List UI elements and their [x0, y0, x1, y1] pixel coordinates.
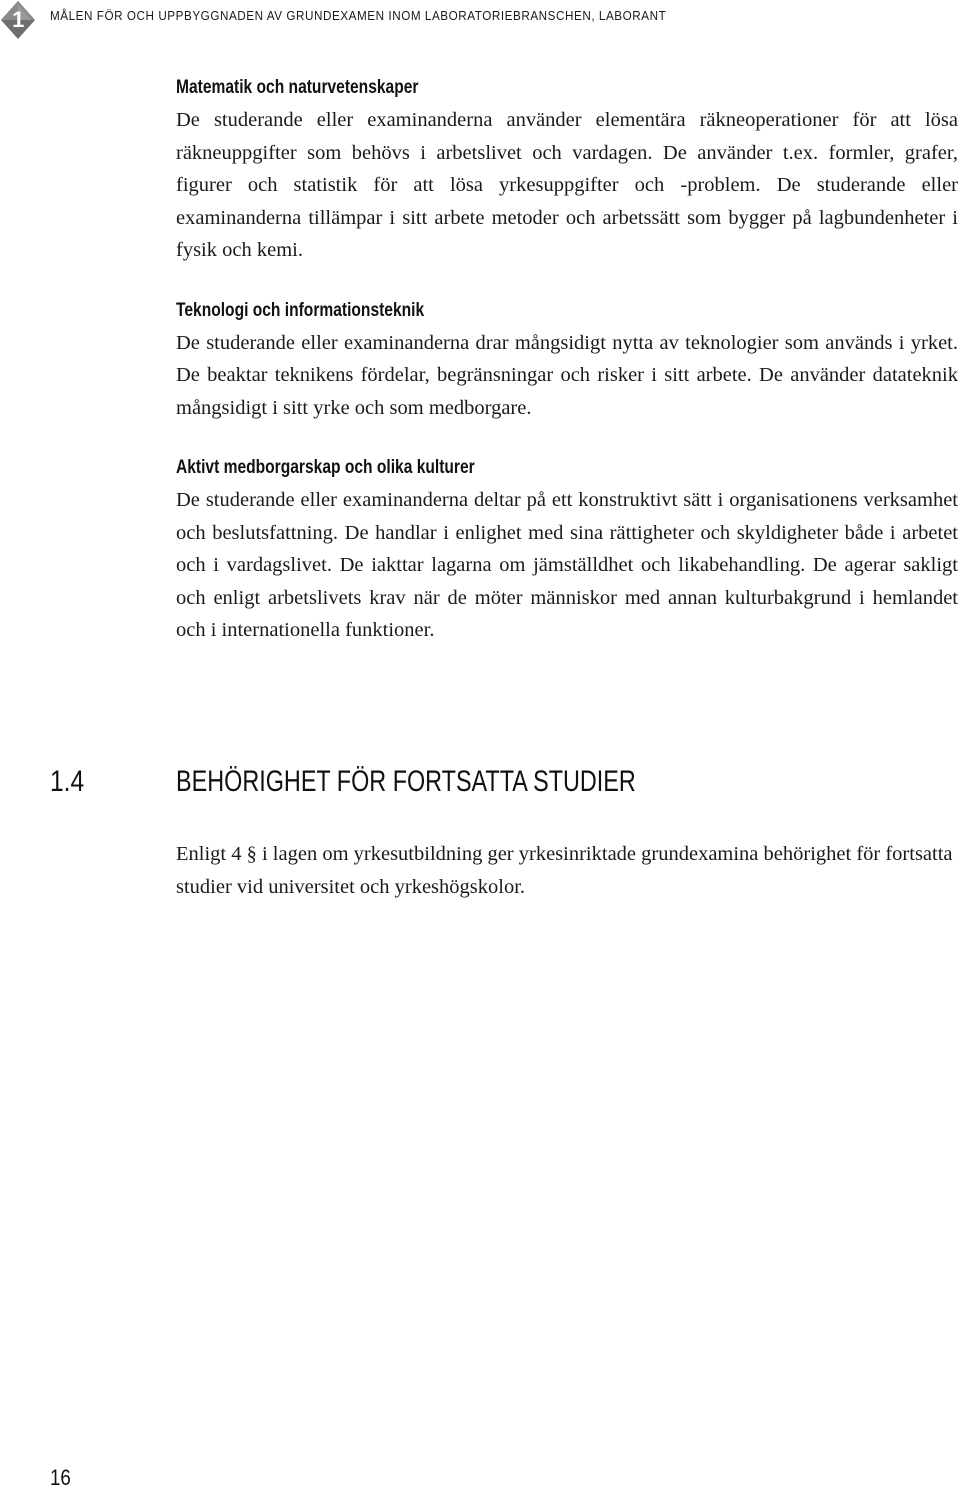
chapter-body: Enligt 4 § i lagen om yrkesutbildning ger yrkesinriktade grundexamina behörighet för fortsatta studier vid universitet och yrkeshögskolor.: [176, 843, 953, 898]
chapter-badge-number: 1: [12, 7, 24, 32]
section-body: De studerande eller examinanderna deltar på ett konstruktivt sätt i organisationens verksamhet och beslutsfattning. De handlar i enlighet med sina rättigheter och skyldigheter både i arbetet och i vardagslivet. De iakttar lagarna om jämställdhet och likabehandling. De agerar sakligt och enligt arbetslivets krav när de möter människor med annan kulturbakgrund i hemlandet och i internationella funktioner.: [176, 489, 958, 641]
chapter-badge: [0, 0, 36, 40]
chapter-number: 1.4: [50, 765, 85, 798]
section-title: Matematik och naturvetenskaper: [176, 77, 419, 98]
running-header: MÅLEN FÖR OCH UPPBYGGNADEN AV GRUNDEXAMEN INOM LABORATORIEBRANSCHEN, LABORANT: [50, 8, 667, 23]
section-technology: [176, 295, 958, 425]
main-content: [176, 72, 958, 647]
section-title: Aktivt medborgarskap och olika kulturer: [176, 457, 475, 478]
section-mathematics: [176, 72, 958, 267]
section-title: Teknologi och informationsteknik: [176, 299, 425, 321]
chapter-title: BEHÖRIGHET FÖR FORTSATTA STUDIER: [176, 765, 636, 798]
section-body: De studerande eller examinanderna drar mångsidigt nytta av teknologier som används i yrket. De beaktar teknikens fördelar, begränsningar och risker i sitt arbete. De använder datateknik mångsidigt i sitt yrke och som medborgare.: [176, 331, 958, 419]
chapter-heading: [50, 760, 950, 804]
section-body: De studerande eller examinanderna använder elementära räkneoperationer för att lösa räkneuppgifter som behövs i arbetslivet och vardagen. De använder t.ex. formler, grafer, figurer och statistik för att lösa yrkesuppgifter och -problem. De studerande eller examinanderna tillämpar i sitt arbete metoder och arbetssätt som bygger på lagbundenheter i fysik och kemi.: [176, 109, 958, 261]
section-citizenship: [176, 452, 958, 647]
page-number: 16: [50, 1465, 71, 1490]
